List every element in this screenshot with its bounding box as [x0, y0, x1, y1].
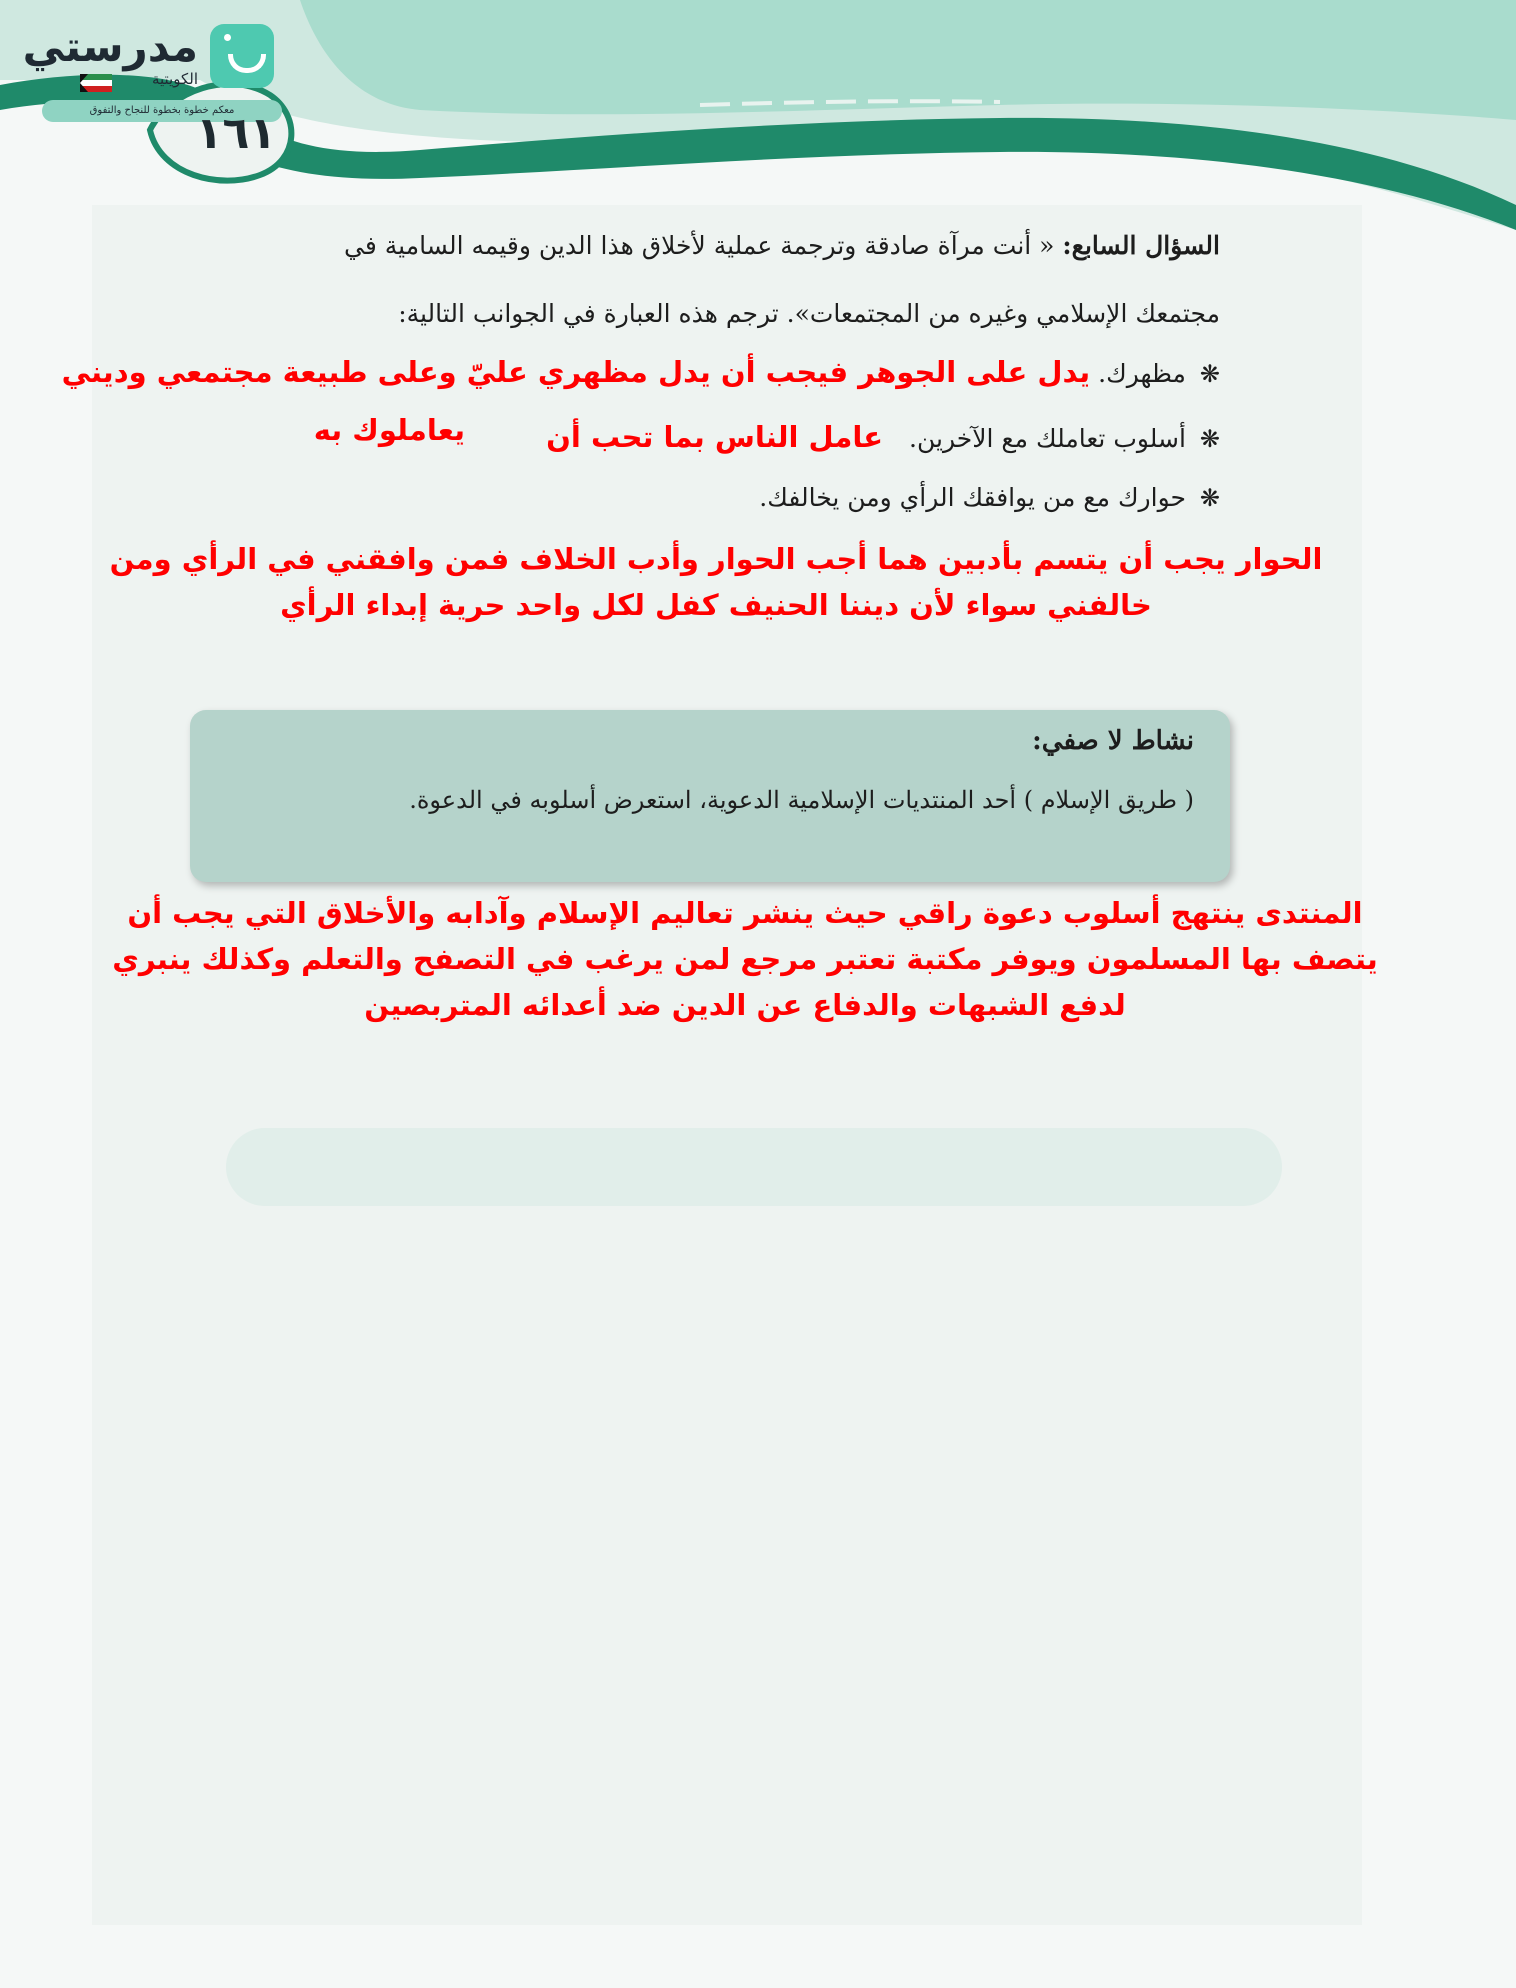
bullet-star-icon: ❋	[1199, 425, 1220, 453]
activity-title: نشاط لا صفي:	[1032, 726, 1194, 756]
question-text-1: « أنت مرآة صادقة وترجمة عملية لأخلاق هذا الدين وقيمه السامية في	[344, 231, 1055, 260]
logo-subtitle: الكويتية	[151, 70, 198, 88]
question-label: السؤال السابع:	[1062, 231, 1220, 260]
item-treatment	[546, 420, 1220, 454]
item-text: مظهرك.	[1098, 359, 1186, 388]
madrasati-logo	[20, 14, 280, 114]
activity-answer-line-2: يتصف بها المسلمون ويوفر مكتبة تعتبر مرجع لمن يرغب في التصفح والتعلم وكذلك ينبري	[112, 942, 1378, 976]
answer-appearance: يدل على الجوهر فيجب أن يدل مظهري عليّ وعلى طبيعة مجتمعي وديني	[61, 355, 1091, 389]
bullet-star-icon: ❋	[1199, 360, 1220, 388]
item-text: حوارك مع من يوافقك الرأي ومن يخالفك.	[759, 483, 1186, 512]
activity-text: ( طريق الإسلام ) أحد المنتديات الإسلامية الدعوية، استعرض أسلوبه في الدعوة.	[409, 786, 1194, 814]
kuwait-flag-icon	[80, 74, 112, 92]
answer-treatment-line-2: يعاملوك به	[313, 413, 465, 447]
answer-treatment-line-1: عامل الناس بما تحب أن	[546, 420, 884, 454]
activity-answer	[80, 890, 1410, 1028]
logo-word: مدرستي	[22, 22, 198, 71]
dialogue-answer	[96, 536, 1336, 628]
content-sheet	[92, 205, 1362, 1925]
smile-logo-icon	[210, 24, 274, 88]
activity-box	[190, 710, 1230, 882]
bullet-star-icon: ❋	[1199, 484, 1220, 512]
activity-answer-line-3: لدفع الشبهات والدفاع عن الدين ضد أعدائه المتربصين	[364, 988, 1126, 1022]
item-text: أسلوب تعاملك مع الآخرين.	[909, 424, 1186, 453]
dialogue-answer-line-1: الحوار يجب أن يتسم بأدبين هما أجب الحوار وأدب الخلاف فمن وافقني في الرأي ومن	[109, 542, 1323, 576]
item-dialogue	[759, 483, 1220, 512]
logo-tagline: معكم خطوة بخطوة للنجاح والتفوق	[42, 100, 282, 122]
item-appearance	[62, 355, 1220, 389]
dialogue-answer-line-2: خالفني سواء لأن ديننا الحنيف كفل لكل واحد حرية إبداء الرأي	[280, 588, 1152, 622]
question-line-2: مجتمعك الإسلامي وغيره من المجتمعات». ترجم هذه العبارة في الجوانب التالية:	[398, 299, 1220, 328]
question-line-1	[344, 231, 1220, 260]
watermark-band	[226, 1128, 1282, 1206]
activity-answer-line-1: المنتدى ينتهج أسلوب دعوة راقي حيث ينشر تعاليم الإسلام وآدابه والأخلاق التي يجب أن	[127, 896, 1363, 930]
page-number: ١٦١	[195, 108, 277, 159]
